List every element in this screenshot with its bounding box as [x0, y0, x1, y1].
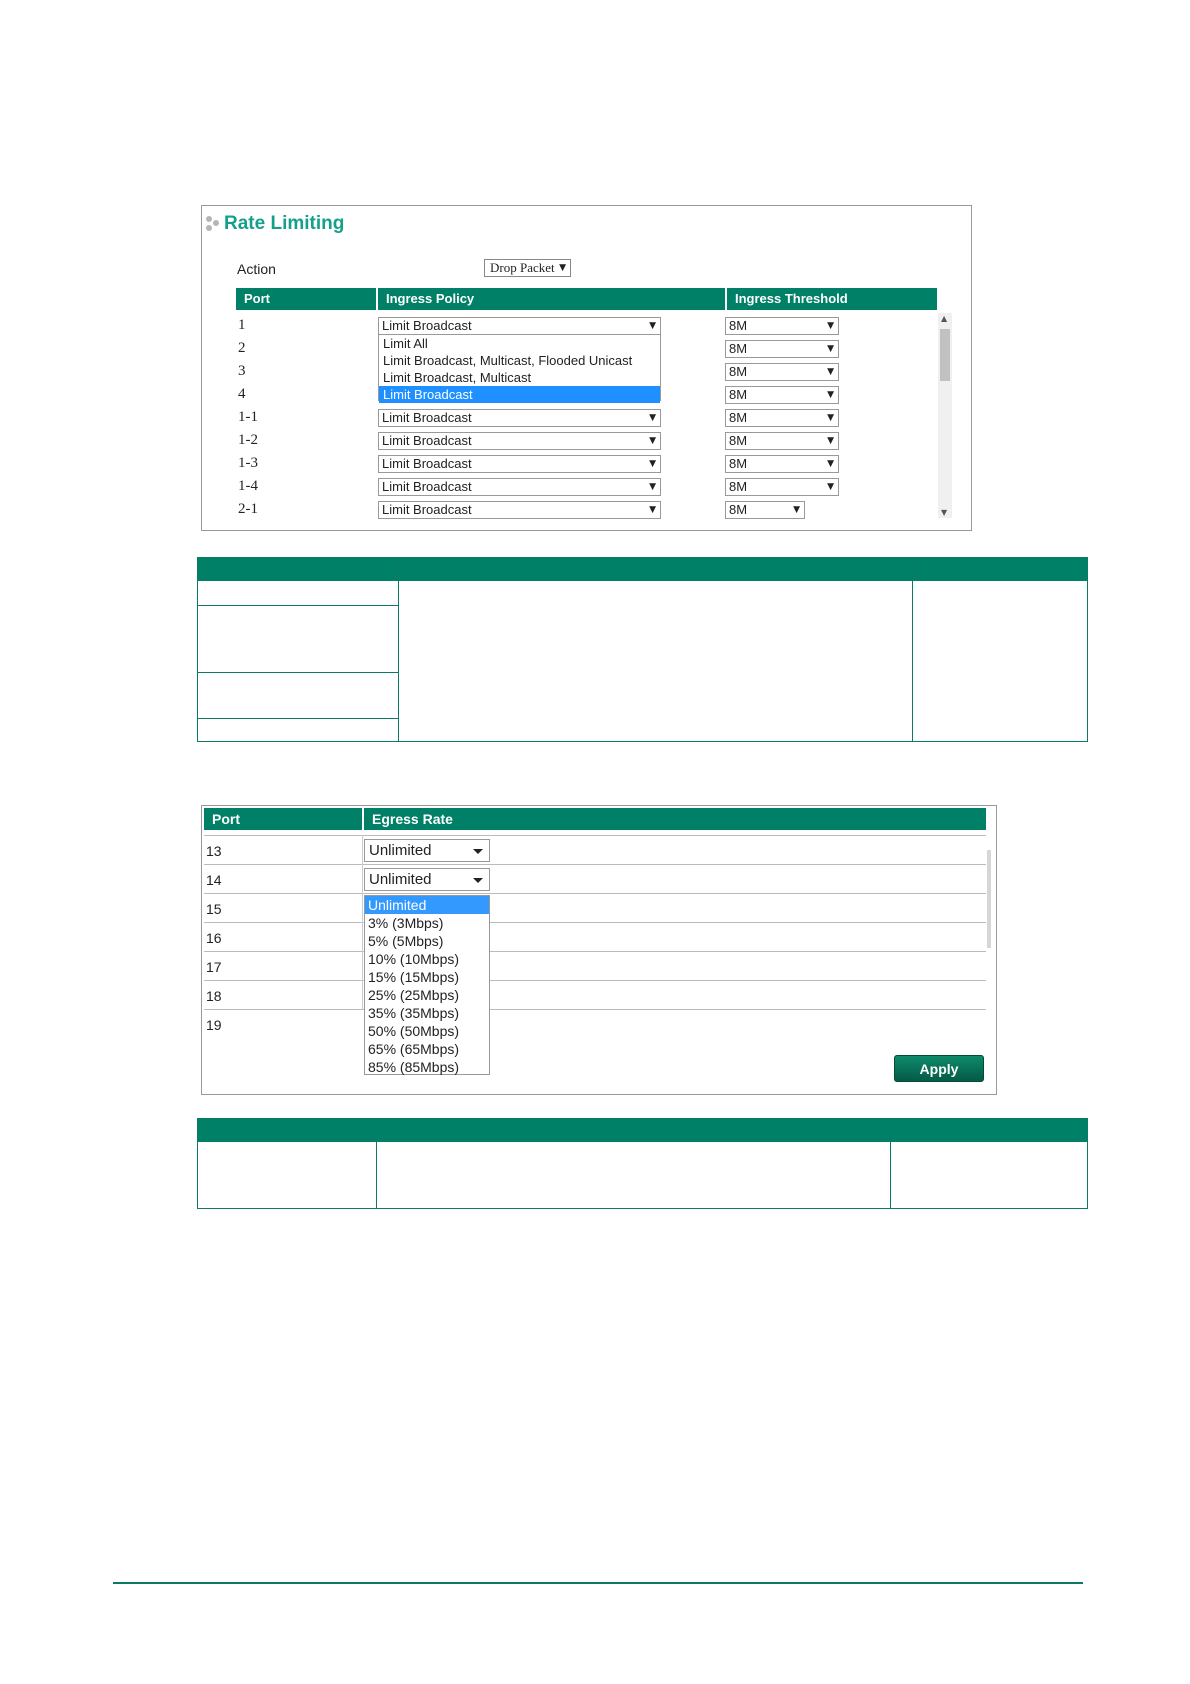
port-label: 3 [238, 363, 246, 379]
port-label: 1-4 [238, 478, 258, 494]
ingress-policy-select[interactable]: Limit Broadcast ▼ [378, 501, 661, 519]
ingress-policy-select[interactable]: Limit Broadcast ▼ [378, 409, 661, 427]
chevron-down-icon: ▼ [827, 367, 834, 377]
dropdown-option[interactable]: Limit Broadcast, Multicast, Flooded Unicast [383, 353, 633, 368]
ingress-policy-select[interactable]: Limit Broadcast ▼ [378, 317, 661, 335]
port-label: 1 [238, 317, 246, 333]
port-label: 18 [206, 988, 222, 1004]
chevron-down-icon: ▼ [559, 263, 566, 273]
chevron-down-icon: ▼ [649, 321, 656, 331]
column-divider [912, 558, 913, 741]
chevron-down-icon: ▼ [649, 459, 656, 469]
row-divider [204, 1009, 986, 1010]
chevron-down-icon: ▼ [827, 436, 834, 446]
ingress-threshold-select[interactable]: 8M ▼ [725, 409, 839, 427]
action-select-value: Drop Packet [490, 260, 555, 275]
row-divider [204, 864, 986, 865]
column-header-port: Port [204, 808, 362, 830]
column-divider [890, 1119, 891, 1208]
chevron-down-icon: ▼ [827, 413, 834, 423]
egress-rate-select[interactable]: Unlimited [364, 868, 490, 891]
port-label: 14 [206, 872, 222, 888]
chevron-down-icon: ▼ [649, 482, 656, 492]
scrollbar-thumb[interactable] [940, 329, 950, 381]
vertical-scrollbar[interactable] [987, 850, 991, 948]
row-divider [198, 672, 398, 673]
chevron-down-icon [473, 849, 483, 854]
bullet-dots-icon [206, 216, 222, 232]
ingress-threshold-select[interactable]: 8M ▼ [725, 432, 839, 450]
column-header-port: Port [236, 288, 376, 310]
port-label: 15 [206, 901, 222, 917]
column-header-egress-rate: Egress Rate [364, 808, 986, 830]
port-label: 19 [206, 1017, 222, 1033]
chevron-down-icon: ▼ [649, 436, 656, 446]
action-label: Action [237, 261, 276, 277]
row-divider [204, 922, 986, 923]
settings-description-table [197, 557, 1088, 742]
ingress-threshold-select[interactable]: 8M ▼ [725, 501, 805, 519]
dropdown-option-selected[interactable]: Unlimited [365, 896, 489, 914]
ingress-threshold-select[interactable]: 8M ▼ [725, 386, 839, 404]
row-divider [204, 893, 986, 894]
column-divider [376, 1119, 377, 1208]
page-title: Rate Limiting [224, 213, 345, 234]
ingress-policy-select[interactable]: Limit Broadcast ▼ [378, 478, 661, 496]
row-divider [204, 835, 986, 836]
ingress-threshold-select[interactable]: 8M ▼ [725, 478, 839, 496]
footer-divider [113, 1582, 1083, 1584]
dropdown-option[interactable]: 50% (50Mbps) [368, 1023, 460, 1039]
dropdown-option-selected[interactable]: Limit Broadcast [379, 386, 660, 403]
table-header [198, 1119, 1087, 1142]
dropdown-option[interactable]: 85% (85Mbps) [368, 1059, 460, 1075]
chevron-down-icon: ▼ [827, 390, 834, 400]
column-divider [398, 558, 399, 741]
port-label: 1-2 [238, 432, 258, 448]
chevron-down-icon: ▼ [827, 344, 834, 354]
vertical-scrollbar[interactable] [938, 313, 952, 518]
chevron-down-icon: ▼ [649, 413, 656, 423]
egress-description-table [197, 1118, 1088, 1209]
ingress-policy-dropdown-list [378, 335, 661, 401]
port-label: 13 [206, 843, 222, 859]
row-divider [204, 951, 986, 952]
scroll-up-icon[interactable]: ▲ [941, 314, 948, 323]
port-label: 1-1 [238, 409, 258, 425]
chevron-down-icon [473, 878, 483, 883]
dropdown-option[interactable]: 15% (15Mbps) [368, 969, 460, 985]
scroll-down-icon[interactable]: ▼ [941, 508, 948, 517]
dropdown-option[interactable]: Limit Broadcast, Multicast [383, 370, 532, 385]
dropdown-option[interactable]: 65% (65Mbps) [368, 1041, 460, 1057]
row-divider [198, 718, 398, 719]
dropdown-option[interactable]: 5% (5Mbps) [368, 933, 444, 949]
chevron-down-icon: ▼ [649, 505, 656, 515]
rate-limiting-panel [201, 205, 972, 531]
dropdown-option[interactable]: 10% (10Mbps) [368, 951, 460, 967]
chevron-down-icon: ▼ [827, 321, 834, 331]
chevron-down-icon: ▼ [793, 505, 800, 515]
ingress-threshold-select[interactable]: 8M ▼ [725, 455, 839, 473]
egress-rate-dropdown-list [364, 895, 490, 1075]
chevron-down-icon: ▼ [827, 482, 834, 492]
row-divider [198, 605, 398, 606]
port-label: 2-1 [238, 501, 258, 517]
dropdown-option[interactable]: 3% (3Mbps) [368, 915, 444, 931]
apply-button[interactable]: Apply [894, 1055, 984, 1082]
ingress-threshold-select[interactable]: 8M ▼ [725, 317, 839, 335]
dropdown-option[interactable]: 25% (25Mbps) [368, 987, 460, 1003]
column-header-ingress-threshold: Ingress Threshold [727, 288, 937, 310]
row-divider [204, 980, 986, 981]
port-label: 4 [238, 386, 246, 402]
ingress-policy-select[interactable]: Limit Broadcast ▼ [378, 432, 661, 450]
port-label: 2 [238, 340, 246, 356]
ingress-threshold-select[interactable]: 8M ▼ [725, 363, 839, 381]
ingress-threshold-select[interactable]: 8M ▼ [725, 340, 839, 358]
ingress-policy-select[interactable]: Limit Broadcast ▼ [378, 455, 661, 473]
egress-rate-select[interactable]: Unlimited [364, 839, 490, 862]
egress-rate-panel [201, 805, 997, 1095]
column-divider [362, 835, 363, 1009]
port-label: 1-3 [238, 455, 258, 471]
dropdown-option[interactable]: 35% (35Mbps) [368, 1005, 460, 1021]
port-label: 17 [206, 959, 222, 975]
port-label: 16 [206, 930, 222, 946]
chevron-down-icon: ▼ [827, 459, 834, 469]
column-header-ingress-policy: Ingress Policy [378, 288, 725, 310]
table-header [198, 558, 1087, 581]
dropdown-option[interactable]: Limit All [383, 336, 428, 351]
action-select[interactable] [484, 259, 571, 277]
